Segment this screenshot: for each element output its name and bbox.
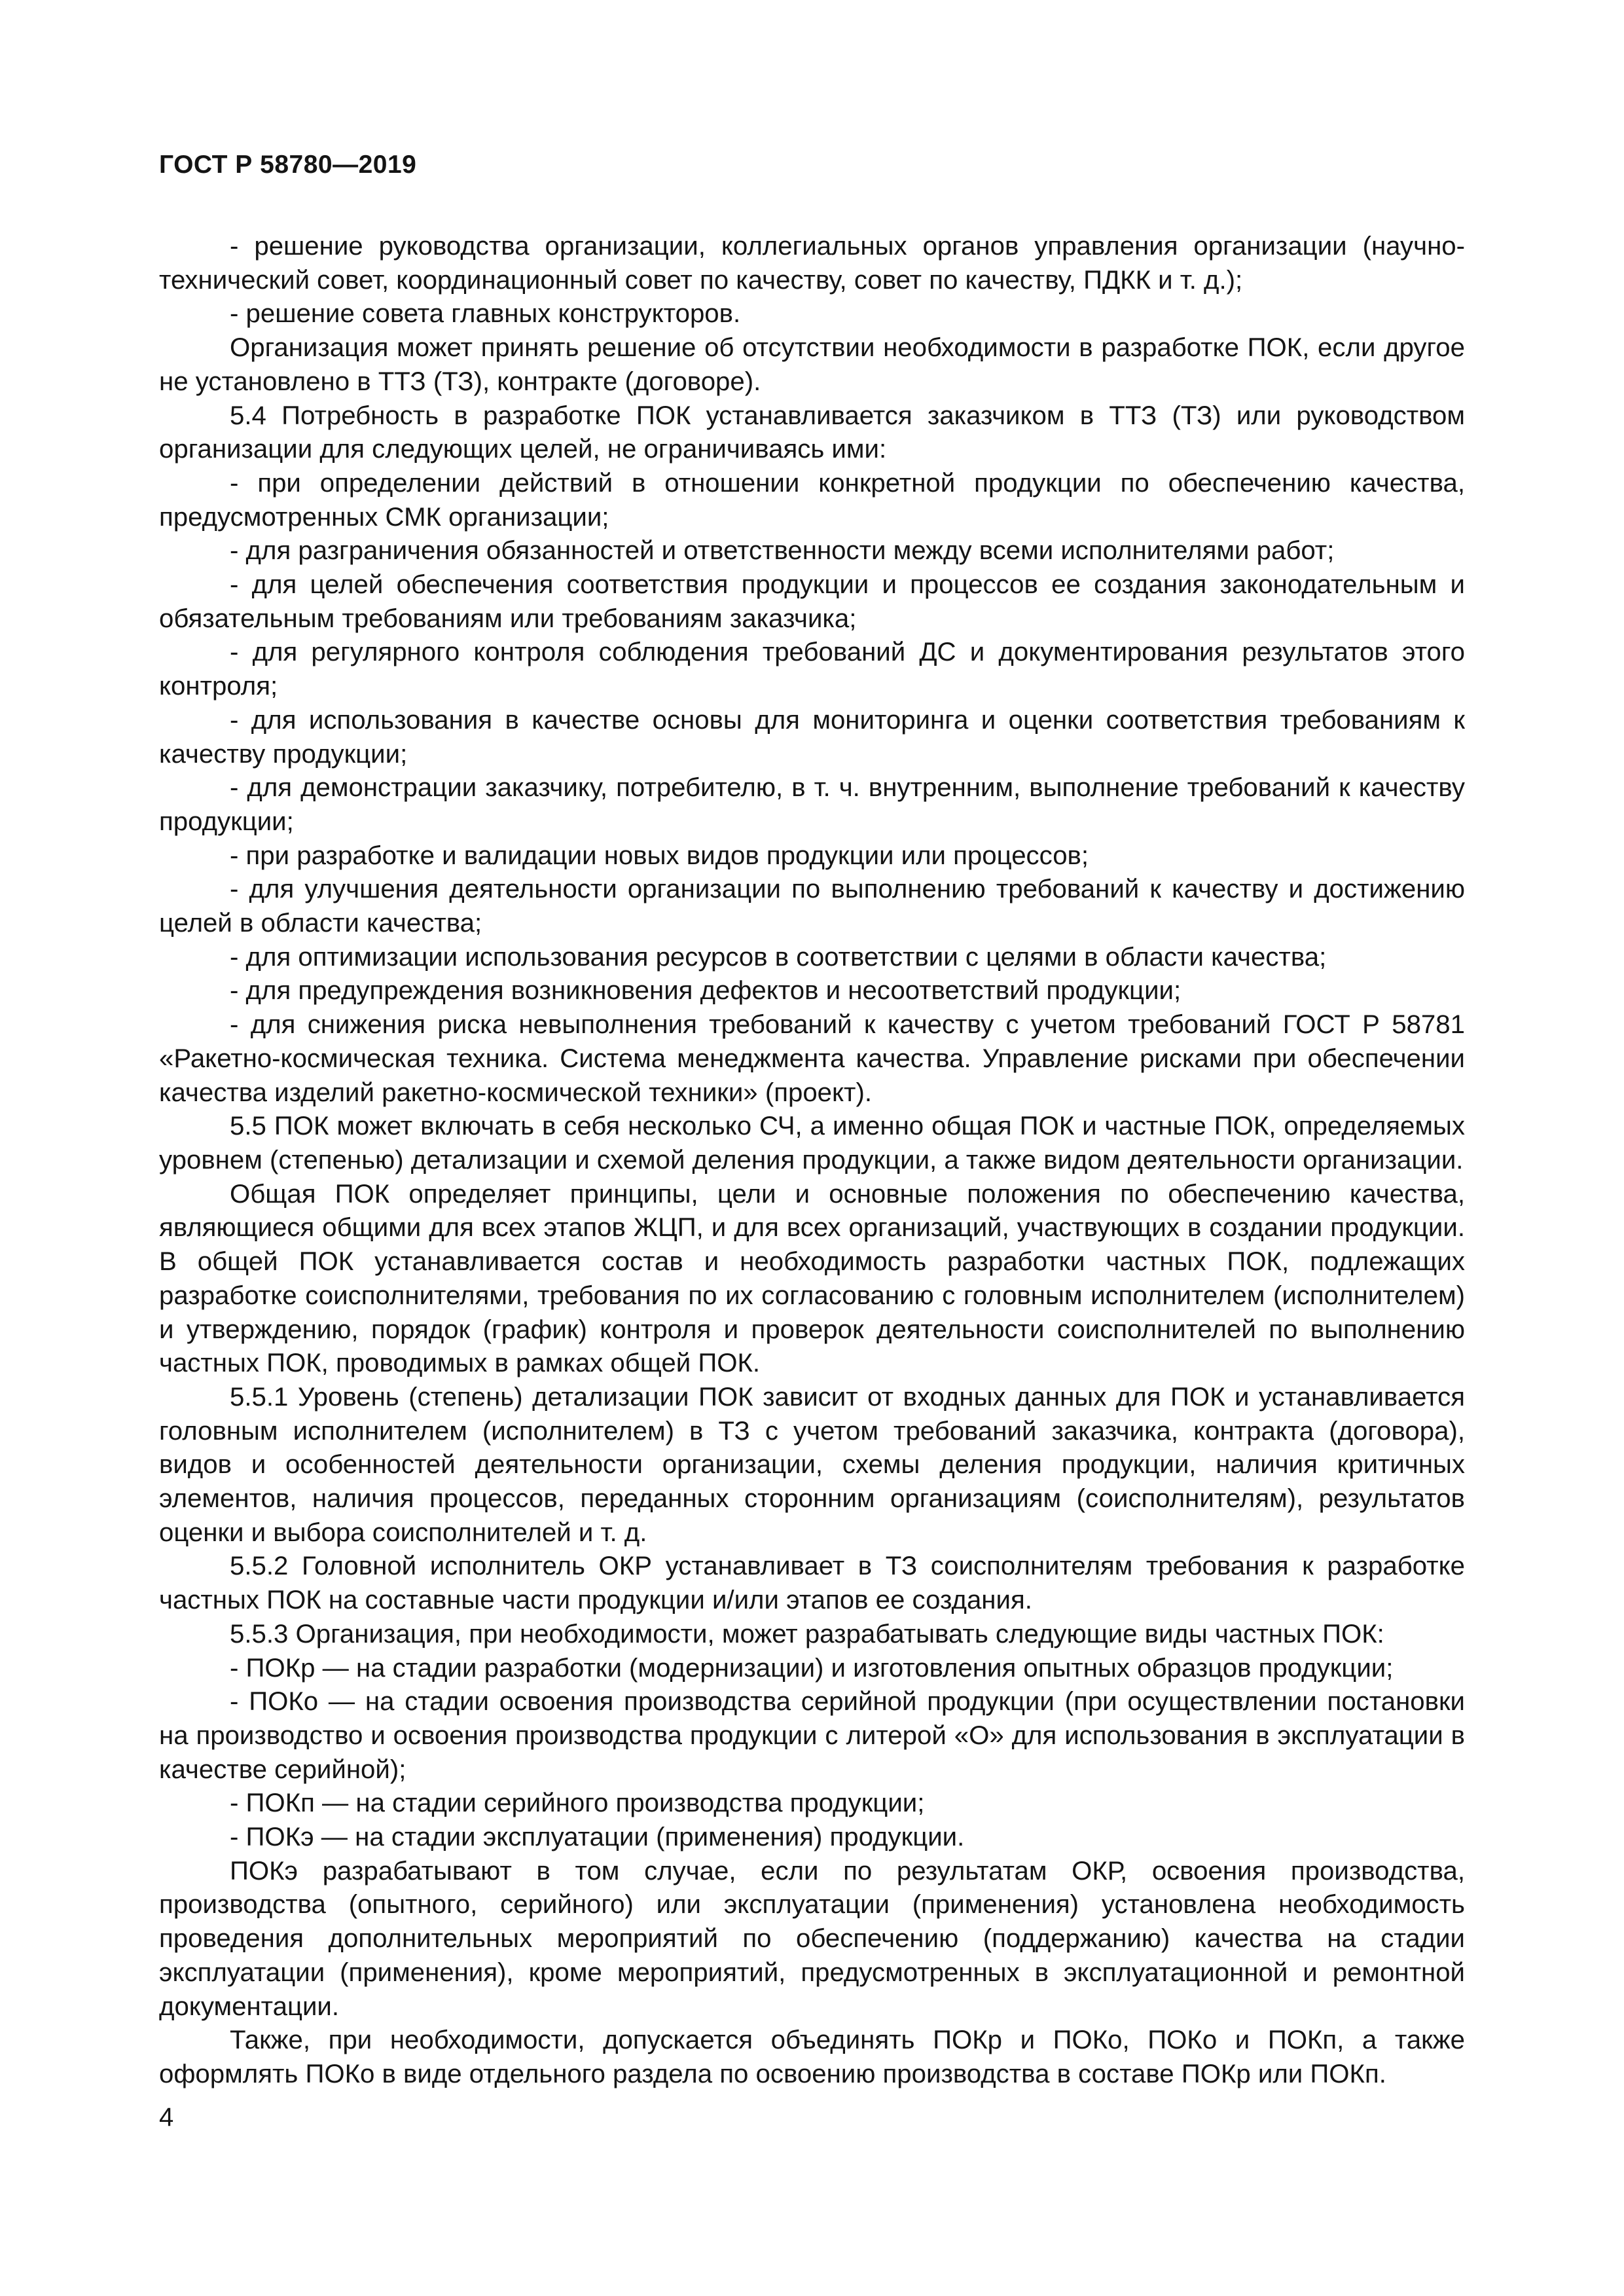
paragraph: - для снижения риска невыполнения требований к качеству с учетом требований ГОСТ Р 58781 «Ракетно-космическая техника. Система менеджмента качества. Управление рисками при обеспечении качества изделий ракетно-космической техники» (проект). <box>159 1010 1465 1107</box>
paragraph: 5.5.3 Организация, при необходимости, может разрабатывать следующие виды частных ПОК: <box>230 1618 1384 1649</box>
paragraph: 5.5.2 Головной исполнитель ОКР устанавливает в ТЗ соисполнителям требования к разработке частных ПОК на составные части продукции и/или этапов ее создания. <box>159 1551 1465 1615</box>
paragraph: - решение совета главных конструкторов. <box>230 299 741 329</box>
paragraph: - для оптимизации использования ресурсов в соответствии с целями в области качества; <box>230 941 1327 972</box>
paragraph: - ПОКп — на стадии серийного производства продукции; <box>230 1788 925 1818</box>
paragraph: 5.5.1 Уровень (степень) детализации ПОК зависит от входных данных для ПОК и устанавливается головным исполнителем (исполнителем) в ТЗ с учетом требований заказчика, контракта (договора), видов и особенностей деятельности организации, схемы деления продукции, наличия критичных элементов, наличия процессов, переданных сторонним организациям (соисполнителям), результатов оценки и выбора соисполнителей и т. д. <box>159 1381 1465 1547</box>
paragraph: - решение руководства организации, коллегиальных органов управления организации (научно-технический совет, координационный совет по качеству, совет по качеству, ПДКК и т. д.); <box>159 231 1465 295</box>
paragraph: - ПОКр — на стадии разработки (модернизации) и изготовления опытных образцов продукции; <box>230 1652 1394 1683</box>
paragraph: - для предупреждения возникновения дефектов и несоответствий продукции; <box>230 975 1182 1006</box>
paragraph: 5.4 Потребность в разработке ПОК устанавливается заказчиком в ТТЗ (ТЗ) или руководством организации для следующих целей, не ограничиваясь ими: <box>159 400 1465 464</box>
document-code-header: ГОСТ Р 58780—2019 <box>159 151 417 179</box>
page-number: 4 <box>159 2103 174 2132</box>
paragraph: - для улучшения деятельности организации по выполнению требований к качеству и достижению целей в области качества; <box>159 874 1465 938</box>
paragraph: - для демонстрации заказчику, потребителю, в т. ч. внутренним, выполнение требований к качеству продукции; <box>159 773 1465 836</box>
paragraph: Организация может принять решение об отсутствии необходимости в разработке ПОК, если другое не установлено в ТТЗ (ТЗ), контракте (договоре). <box>159 333 1465 396</box>
paragraph: - при определении действий в отношении конкретной продукции по обеспечению качества, предусмотренных СМК организации; <box>159 467 1465 532</box>
paragraph: - для регулярного контроля соблюдения требований ДС и документирования результатов этого контроля; <box>159 637 1465 701</box>
paragraph: - для целей обеспечения соответствия продукции и процессов ее создания законодательным и обязательным требованиям или требованиям заказчика; <box>159 570 1465 633</box>
paragraph: - ПОКэ — на стадии эксплуатации (применения) продукции. <box>230 1822 965 1852</box>
paragraph: Также, при необходимости, допускается объединять ПОКр и ПОКо, ПОКо и ПОКп, а также оформлять ПОКо в виде отдельного раздела по освоению производства в составе ПОКр или ПОКп. <box>159 2025 1465 2088</box>
paragraph: - при разработке и валидации новых видов продукции или процессов; <box>230 840 1089 870</box>
paragraph: Общая ПОК определяет принципы, цели и основные положения по обеспечению качества, являющиеся общими для всех этапов ЖЦП, и для всех организаций, участвующих в создании продукции. В общей ПОК устанавливается состав и необходимость разработки частных ПОК, подлежащих разработке соисполнителями, требования по их согласованию с головным исполнителем (исполнителем) и утверждению, порядок (график) контроля и проверок деятельности соисполнителей по выполнению частных ПОК, проводимых в рамках общей ПОК. <box>159 1178 1465 1378</box>
paragraph: - для разграничения обязанностей и ответственности между всеми исполнителями работ; <box>230 536 1335 566</box>
body-text <box>159 229 1465 2091</box>
paragraph: 5.5 ПОК может включать в себя несколько СЧ, а именно общая ПОК и частные ПОК, определяемых уровнем (степенью) детализации и схемой деления продукции, а также видом деятельности организации. <box>159 1111 1465 1175</box>
paragraph: - ПОКо — на стадии освоения производства серийной продукции (при осуществлении постановки на производство и освоения производства продукции с литерой «О» для использования в эксплуатации в качестве серийной); <box>159 1686 1465 1784</box>
paragraph: - для использования в качестве основы для мониторинга и оценки соответствия требованиям к качеству продукции; <box>159 704 1465 769</box>
paragraph: ПОКэ разрабатывают в том случае, если по результатам ОКР, освоения производства, производства (опытного, серийного) или эксплуатации (применения) установлена необходимость проведения дополнительных мероприятий по обеспечению (поддержанию) качества на стадии эксплуатации (применения), кроме мероприятий, предусмотренных в эксплуатационной и ремонтной документации. <box>159 1855 1465 2021</box>
